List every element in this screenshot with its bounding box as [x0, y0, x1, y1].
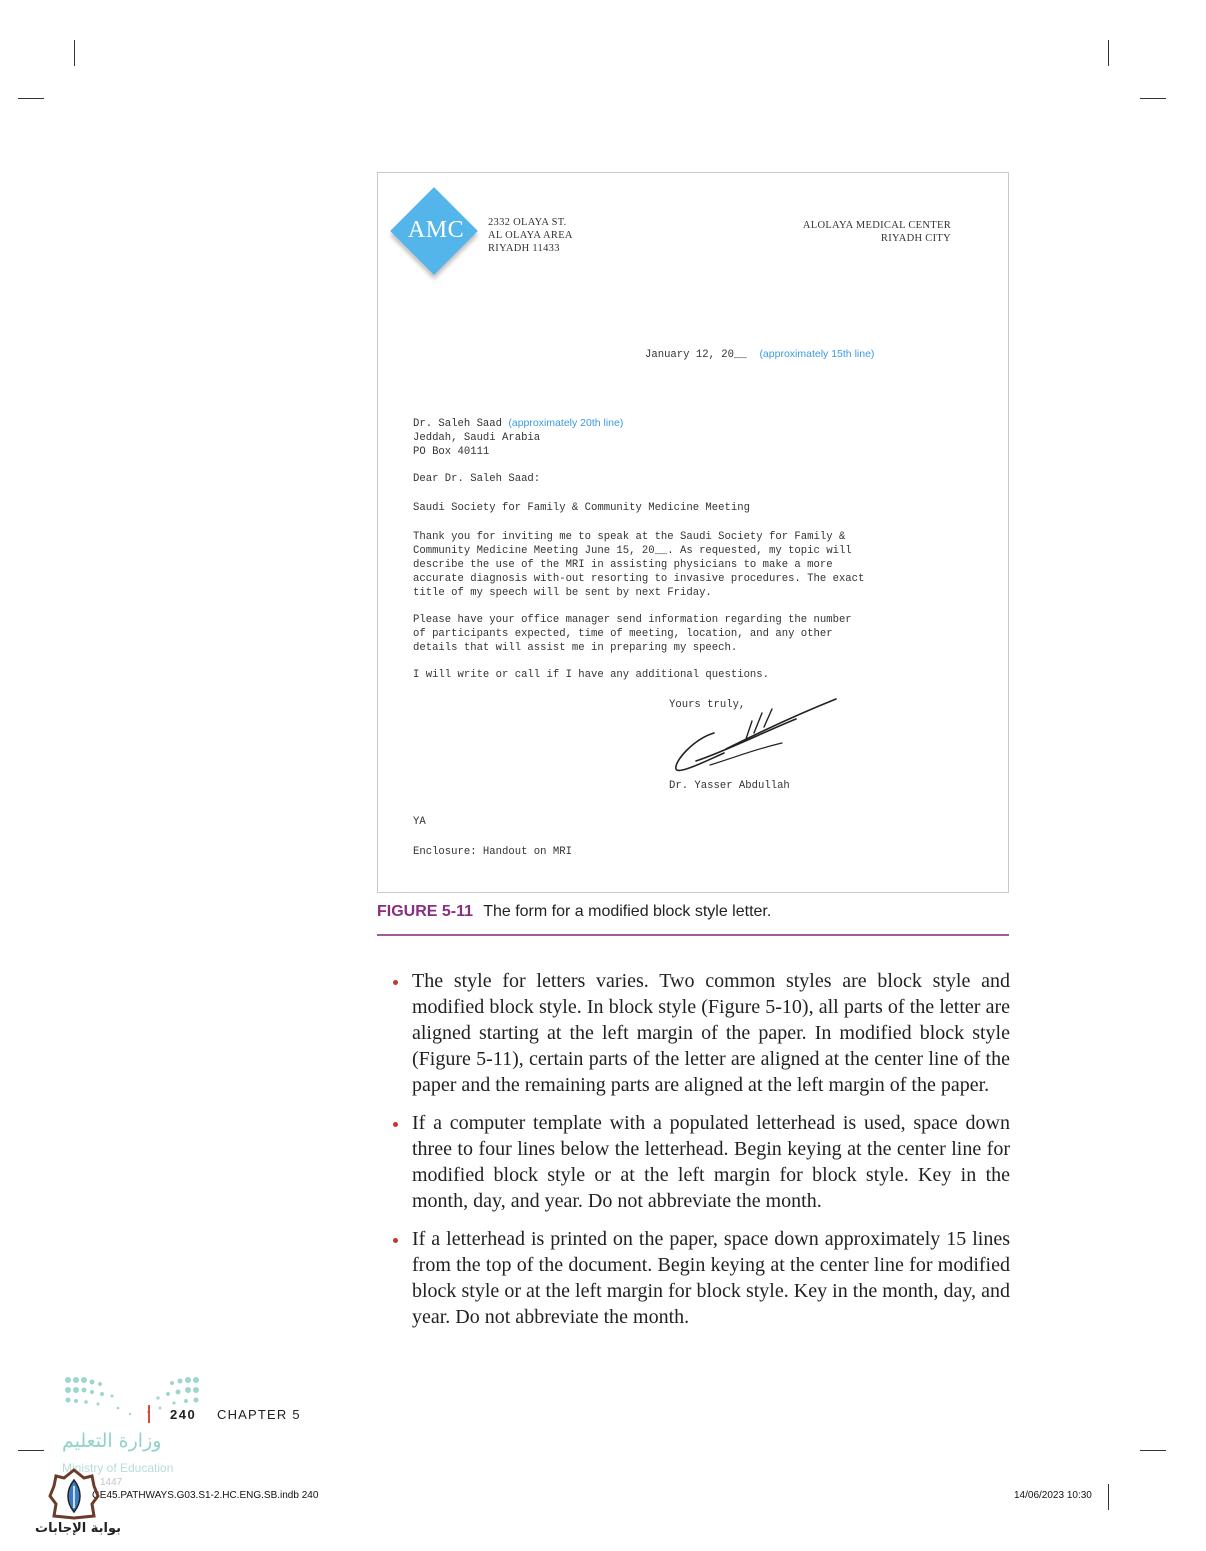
body-paragraph-2 — [413, 613, 852, 655]
crop-mark — [1140, 98, 1166, 99]
letterhead-organization — [803, 219, 951, 245]
salutation: Dear Dr. Saleh Saad: — [413, 473, 541, 485]
letter-date: January 12, 20__ — [645, 349, 747, 361]
list-item — [393, 1226, 1010, 1330]
crop-mark — [74, 40, 75, 66]
bullet-list — [393, 968, 1010, 1342]
letter-date-line — [645, 347, 874, 362]
amc-logo-text: AMC — [407, 217, 465, 243]
edition-year: 1447 — [100, 1477, 123, 1488]
signer-name: Dr. Yasser Abdullah — [669, 780, 790, 792]
recipient-annotation: (approximately 20th line) — [508, 417, 624, 429]
body-line: Community Medicine Meeting June 15, 20__. As requested, my topic will — [413, 545, 852, 557]
bullet-dot — [393, 980, 398, 985]
handwritten-signature — [666, 691, 841, 776]
body-line: Thank you for inviting me to speak at the Saudi Society for Family & — [413, 531, 846, 543]
body-line: of participants expected, time of meeting, location, and any other — [413, 628, 833, 640]
answers-portal-logo-icon — [48, 1468, 100, 1524]
letterhead-org-name: ALOLAYA MEDICAL CENTER — [802, 220, 951, 231]
enclosure-notation: Enclosure: Handout on MRI — [413, 846, 572, 858]
inside-address — [413, 416, 623, 459]
figure-caption-text: The form for a modified block style letter. — [483, 903, 772, 920]
page-number: 240 — [170, 1407, 197, 1422]
bullet-text: If a letterhead is printed on the paper, space down approximately 15 lines from the top of the document. Begin keying at the center line for modified block style or at the left margin for block style. Key in the month, day, and year. Do not abbreviate the month. — [412, 1228, 1010, 1328]
body-line: describe the use of the MRI in assisting physicians to make a more — [413, 559, 833, 571]
figure-caption — [377, 903, 771, 921]
body-paragraph-1 — [413, 530, 864, 600]
bullet-dot — [393, 1238, 398, 1243]
body-line: Please have your office manager send information regarding the number — [413, 614, 852, 626]
watermark-text: بوابة الإجابات — [35, 1521, 121, 1536]
chapter-label: CHAPTER 5 — [217, 1407, 301, 1422]
ministry-name-arabic: وزارة التعليم — [62, 1430, 162, 1452]
letterhead-address-line: 2332 OLAYA ST. — [488, 217, 567, 228]
crop-mark — [1140, 1450, 1166, 1451]
date-annotation: (approximately 15th line) — [759, 348, 875, 360]
crop-mark — [1108, 40, 1109, 66]
caption-divider — [377, 934, 1009, 936]
address-line: PO Box 40111 — [413, 446, 490, 458]
print-timestamp: 14/06/2023 10:30 — [1014, 1490, 1092, 1501]
letterhead-address-line: AL OLAYA AREA — [488, 230, 573, 241]
reference-initials: YA — [413, 816, 426, 828]
bullet-text: The style for letters varies. Two common styles are block style and modified block style. In block style (Figure 5-10), all parts of the letter are aligned starting at the left margin of the paper. In modified block style (Figure 5-11), certain parts of the letter are aligned at the center line of the paper and the remaining parts are aligned at the left margin of the paper. — [412, 970, 1010, 1096]
body-line: title of my speech will be sent by next Friday. — [413, 587, 712, 599]
subject-line: Saudi Society for Family & Community Medicine Meeting — [413, 502, 750, 514]
body-line: accurate diagnosis with-out resorting to invasive procedures. The exact — [413, 573, 865, 585]
address-line: Jeddah, Saudi Arabia — [413, 432, 541, 444]
crop-mark — [1108, 1484, 1109, 1510]
bullet-dot — [393, 1122, 398, 1127]
letterhead-org-city: RIYADH CITY — [880, 233, 951, 244]
figure-label: FIGURE 5-11 — [377, 903, 474, 920]
body-paragraph-3: I will write or call if I have any additional questions. — [413, 669, 770, 681]
crop-mark — [18, 98, 44, 99]
recipient-name: Dr. Saleh Saad — [413, 418, 503, 430]
crop-mark — [18, 1450, 44, 1451]
list-item — [393, 968, 1010, 1098]
file-info: GE45.PATHWAYS.G03.S1-2.HC.ENG.SB.indb 240 — [92, 1490, 319, 1501]
letterhead-address-line: RIYADH 11433 — [488, 243, 560, 254]
list-item — [393, 1110, 1010, 1214]
complimentary-closing: Yours truly, — [669, 699, 746, 711]
bullet-text: If a computer template with a populated letterhead is used, space down three to four lines below the letterhead. Begin keying at the center line for modified block style or at the left margin for block style. Key in the month, day, and year. Do not abbreviate the month. — [412, 1112, 1010, 1212]
letter-figure — [377, 172, 1009, 893]
body-line: details that will assist me in preparing my speech. — [413, 642, 738, 654]
ministry-name-english: Ministry of Education — [62, 1461, 174, 1475]
letterhead-address — [488, 216, 573, 255]
page-marker — [148, 1405, 150, 1423]
